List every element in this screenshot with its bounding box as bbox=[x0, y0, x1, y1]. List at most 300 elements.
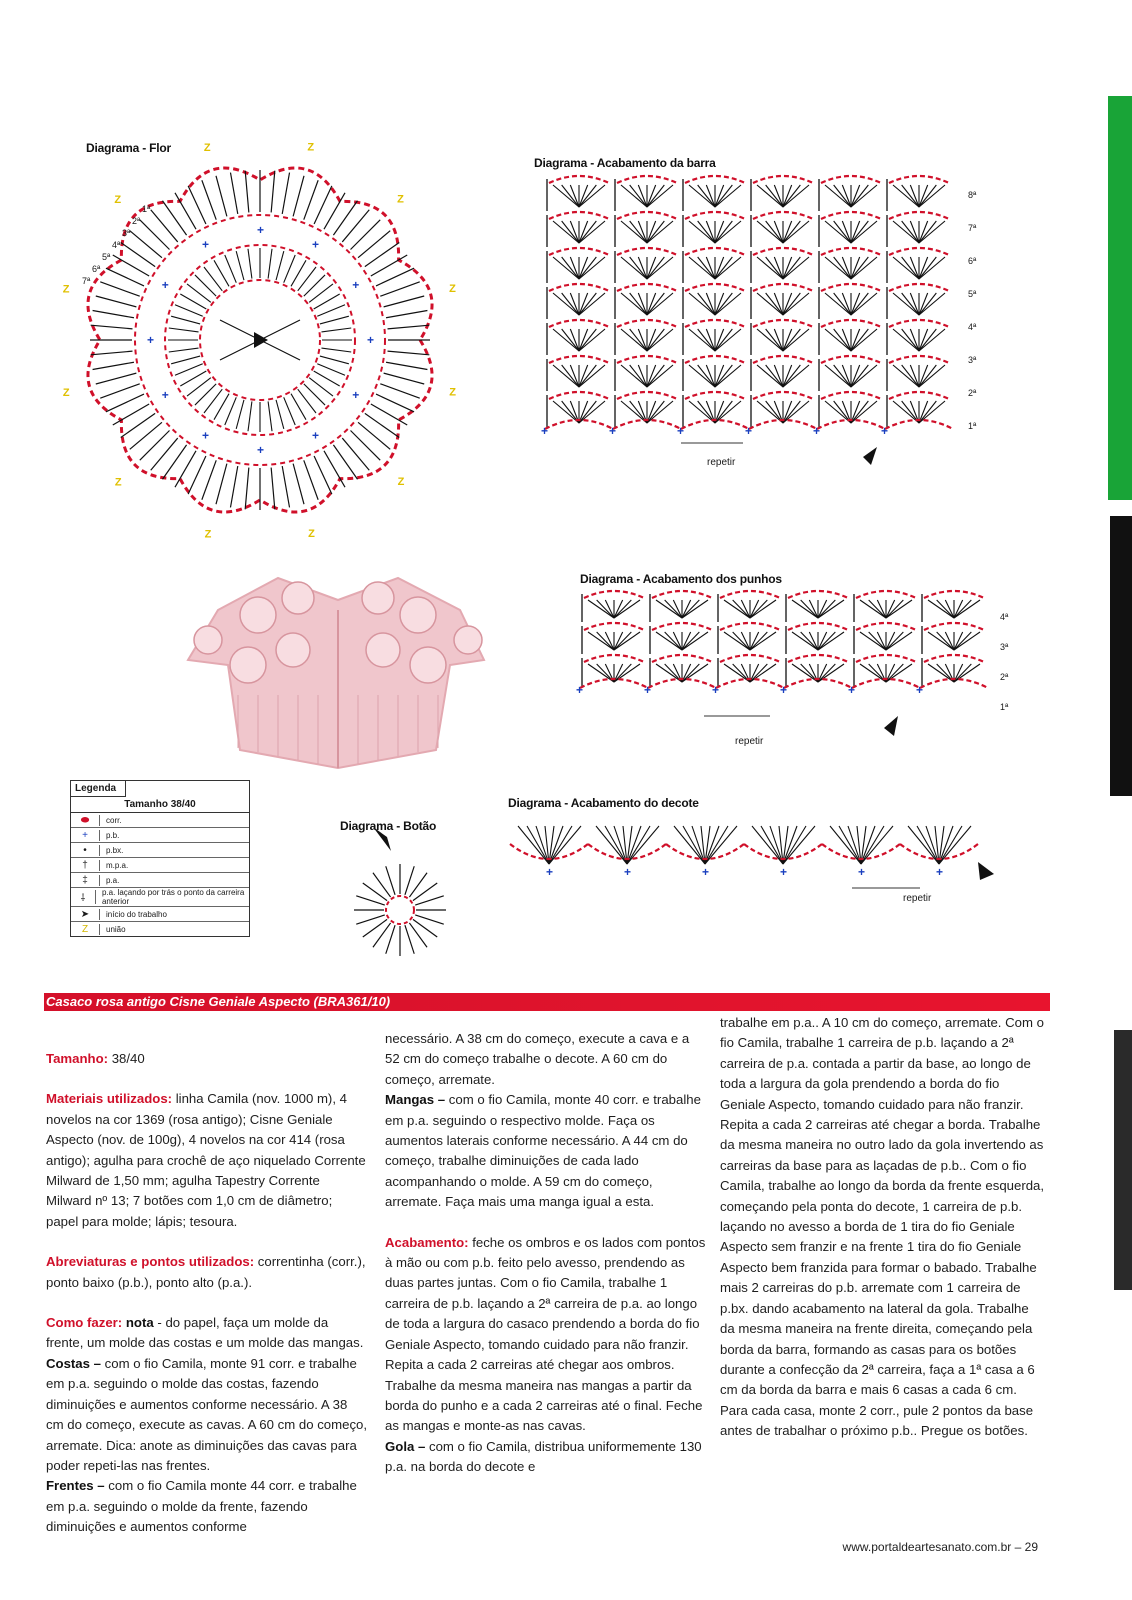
punhos-chain-arc bbox=[720, 655, 780, 662]
button-stitch bbox=[415, 896, 444, 905]
legend-row bbox=[71, 813, 249, 828]
flower-stitch bbox=[358, 422, 390, 449]
barra-fan-stitch bbox=[851, 221, 868, 243]
barra-fan-stitch bbox=[698, 257, 715, 279]
legend-row bbox=[71, 907, 249, 922]
flower-stitch bbox=[188, 186, 206, 224]
barra-fan-stitch bbox=[919, 329, 936, 351]
flower-stitch bbox=[106, 394, 144, 412]
barra-fan-stitch bbox=[919, 257, 936, 279]
section-title-bar bbox=[44, 993, 1050, 1011]
barra-chain-arc bbox=[889, 284, 949, 291]
legend-symbol-icon: ‡ bbox=[71, 875, 100, 886]
flower-inner-stitch bbox=[236, 251, 244, 280]
barra-chain-arc bbox=[753, 212, 813, 219]
barra-fan-stitch bbox=[698, 185, 715, 207]
punhos-fan-stitch bbox=[665, 632, 682, 650]
diagram-flor-title: Diagrama - Flor bbox=[86, 141, 172, 155]
flower-row-label: 4ª bbox=[112, 240, 121, 250]
flower-union-mark: Z bbox=[397, 476, 405, 489]
button-stitch bbox=[373, 873, 391, 897]
flower-stitch bbox=[282, 173, 289, 214]
legend-symbol-icon: + bbox=[71, 830, 100, 841]
flower-inner-stitch bbox=[169, 348, 199, 352]
barra-chain-arc bbox=[821, 176, 881, 183]
flower-stitch bbox=[100, 282, 139, 296]
flower-stitch bbox=[384, 373, 425, 384]
punhos-fan-stitch bbox=[954, 600, 971, 618]
flower-pb-mark: + bbox=[257, 223, 265, 237]
barra-chain-arc bbox=[753, 284, 813, 291]
flower-stitch bbox=[314, 456, 332, 494]
flower-pb-mark: + bbox=[257, 443, 265, 457]
barra-row-label: 4ª bbox=[968, 322, 977, 332]
flower-pb-mark: + bbox=[312, 237, 320, 252]
decote-fan-stitch bbox=[674, 826, 705, 864]
barra-fan-stitch bbox=[834, 365, 851, 387]
barra-chain-arc bbox=[821, 356, 881, 363]
barra-pb-mark: + bbox=[541, 424, 549, 438]
barra-pb-mark: + bbox=[609, 424, 617, 438]
legend-symbol-icon: ⬬ bbox=[71, 815, 100, 826]
punhos-row-label: 4ª bbox=[1000, 612, 1009, 622]
punhos-chain-arc bbox=[856, 655, 916, 662]
legend-rows bbox=[71, 813, 249, 936]
diagram-barra-title: Diagrama - Acabamento da barra bbox=[534, 156, 716, 170]
barra-row-label: 6ª bbox=[968, 256, 977, 266]
barra-chain-arc bbox=[617, 356, 677, 363]
barra-repeat-label: repetir bbox=[707, 457, 736, 468]
barra-fan-stitch bbox=[851, 365, 868, 387]
barra-fan-stitch bbox=[919, 221, 936, 243]
barra-chain-arc bbox=[617, 320, 677, 327]
barra-fan-stitch bbox=[783, 293, 800, 315]
flower-stitch bbox=[130, 231, 162, 258]
punhos-chain-arc bbox=[652, 591, 712, 598]
flower-row-label: 2ª bbox=[132, 216, 141, 226]
barra-chain-arc bbox=[685, 392, 745, 399]
punhos-fan-stitch bbox=[818, 632, 835, 650]
barra-fan-stitch bbox=[698, 329, 715, 351]
flower-stitch bbox=[140, 220, 170, 250]
flower-row-label: 3ª bbox=[122, 228, 131, 238]
button-stitch bbox=[363, 919, 387, 937]
punhos-chain-arc bbox=[856, 623, 916, 630]
legend-label: união bbox=[106, 924, 126, 934]
flower-pb-mark: + bbox=[161, 388, 169, 402]
punhos-chain-arc bbox=[584, 591, 644, 598]
barra-diagram bbox=[541, 175, 965, 485]
diagram-punhos-title: Diagrama - Acabamento dos punhos bbox=[580, 572, 782, 586]
decote-pb-mark: + bbox=[936, 865, 944, 879]
acabamento-heading: Acabamento: bbox=[385, 1234, 469, 1250]
barra-row-label: 7ª bbox=[968, 223, 977, 233]
punhos-fan-stitch bbox=[954, 632, 971, 650]
barra-fan-stitch bbox=[783, 365, 800, 387]
flower-inner-stitch bbox=[320, 316, 349, 324]
flower-stitch bbox=[271, 171, 275, 213]
abreviaturas-text: correntinha (corr.), ponto baixo (p.b.), ponto alto (p.a.). bbox=[46, 1254, 366, 1290]
decote-start-arrow-icon bbox=[978, 862, 994, 880]
flower-stitch bbox=[91, 325, 133, 329]
decote-repeat-label: repetir bbox=[903, 893, 932, 904]
flower-inner-stitch bbox=[317, 305, 345, 316]
barra-chain-arc bbox=[889, 212, 949, 219]
flower-stitch bbox=[96, 373, 137, 384]
barra-fan-stitch bbox=[834, 185, 851, 207]
text-column-3 bbox=[720, 1013, 1046, 1442]
punhos-fan-stitch bbox=[750, 600, 767, 618]
flower-stitch bbox=[342, 210, 369, 242]
punhos-chain-arc bbox=[652, 655, 712, 662]
punhos-fan-stitch bbox=[733, 600, 750, 618]
barra-chain-arc bbox=[617, 284, 677, 291]
barra-fan-stitch bbox=[630, 257, 647, 279]
barra-fan-stitch bbox=[834, 329, 851, 351]
flower-stitch bbox=[384, 296, 425, 307]
flower-inner-stitch bbox=[171, 356, 200, 364]
jacket-photo bbox=[188, 570, 484, 770]
barra-fan-stitch bbox=[647, 329, 664, 351]
legend-symbol-icon: ➤ bbox=[71, 909, 100, 920]
flower-row-label: 5ª bbox=[102, 252, 111, 262]
barra-chain-arc bbox=[549, 284, 609, 291]
punhos-fan-stitch bbox=[597, 600, 614, 618]
text-column-2 bbox=[385, 1029, 707, 1478]
barra-row-label: 5ª bbox=[968, 289, 977, 299]
barra-fan-stitch bbox=[630, 365, 647, 387]
barra-chain-arc bbox=[685, 284, 745, 291]
punhos-fan-stitch bbox=[750, 632, 767, 650]
page-edge-dark-tab bbox=[1110, 516, 1132, 796]
button-stitch bbox=[356, 915, 385, 924]
costas-text: com o fio Camila, monte 91 corr. e trabalhe em p.a. seguindo o molde das costas, fazendo diminuições e aumentos conforme necessário. A 38 cm do começo, execute as cavas. A 60 cm do começo, arremate. Dica: anote as diminuições das cavas para poder repeti-las nas frentes. bbox=[46, 1355, 368, 1473]
costas-heading: Costas – bbox=[46, 1355, 101, 1371]
col3-text: trabalhe em p.a.. A 10 cm do começo, arremate. Com o fio Camila, trabalhe 1 carreira de p.b. laçando a 2ª carreira de p.a. contada a partir da base, ao longo de toda a largura da gola prendendo a borda do fio Geniale Aspecto, tomando cuidado para não franzir. Repita a cada 2 carreiras até chegar a borda. Trabalhe da mesma maneira no outro lado da gola invertendo as carreiras da base para as laçadas de p.b.. Com o fio Camila, trabalhe ao longo da borda da frente esquerda, começando pela ponta do decote, 1 carreira de p.b. laçando no avesso a borda de 1 tira do fio Geniale Aspecto sem franzir e na frente 1 tira do fio Geniale Aspecto bem franzida para formar o babado. Trabalhe mais 2 carreiras do p.b. arremate com 1 carreira de p.bx. dando acabamento na lateral da gola. Trabalhe da mesma maneira na frente direita, começando pela borda da barra, formando as casas para os botões durante a confecção da 2ª carreira, faça a 1ª casa a 6 cm da borda da barra e mais 6 casas a cada 6 cm. Para cada casa, monte 2 corr., pule 2 pontos da base antes de trabalhar o próximo p.b.. Pregue os botões. bbox=[720, 1015, 1045, 1439]
flower-union-mark: Z bbox=[308, 528, 315, 541]
barra-fan-stitch bbox=[766, 293, 783, 315]
barra-row-label: 1ª bbox=[968, 421, 977, 431]
barra-fan-stitch bbox=[902, 293, 919, 315]
barra-chain-arc bbox=[821, 320, 881, 327]
flower-union-mark: Z bbox=[449, 282, 456, 295]
barra-chain-arc bbox=[821, 212, 881, 219]
barra-fan-stitch bbox=[647, 293, 664, 315]
flower-pb-mark: + bbox=[202, 237, 210, 252]
barra-fan-stitch bbox=[698, 365, 715, 387]
legend-label: p.bx. bbox=[106, 845, 124, 855]
flower-union-mark: Z bbox=[204, 528, 212, 541]
barra-pb-mark: + bbox=[881, 424, 889, 438]
legend-label: p.b. bbox=[106, 830, 120, 840]
barra-fan-stitch bbox=[715, 257, 732, 279]
flower-stitch bbox=[202, 180, 216, 219]
flower-inner-stitch bbox=[225, 255, 236, 283]
gola-text: com o fio Camila, distribua uniformemente 130 p.a. na borda do decote e bbox=[385, 1438, 702, 1475]
decote-pb-mark: + bbox=[858, 865, 866, 879]
legend-label: corr. bbox=[106, 815, 122, 825]
barra-fan-stitch bbox=[766, 365, 783, 387]
button-stitch bbox=[409, 923, 427, 947]
button-stitch bbox=[409, 873, 427, 897]
flower-inner-stitch bbox=[225, 397, 236, 425]
flower-union-mark: Z bbox=[114, 476, 122, 489]
flower-union-mark: Z bbox=[62, 387, 70, 400]
barra-pb-mark: + bbox=[677, 424, 685, 438]
barra-fan-stitch bbox=[562, 365, 579, 387]
flower-inner-stitch bbox=[169, 328, 199, 332]
button-stitch bbox=[405, 866, 414, 895]
button-diagram bbox=[345, 855, 455, 965]
barra-fan-stitch bbox=[579, 293, 596, 315]
barra-chain-arc bbox=[753, 320, 813, 327]
legend-symbol-icon: ⸸ bbox=[71, 890, 96, 904]
punhos-fan-stitch bbox=[665, 600, 682, 618]
legend-label: início do trabalho bbox=[106, 909, 167, 919]
flower-stitch bbox=[230, 173, 237, 214]
flower-stitch bbox=[376, 268, 414, 286]
materiais-heading: Materiais utilizados: bbox=[46, 1091, 173, 1107]
barra-fan-stitch bbox=[630, 329, 647, 351]
button-stitch bbox=[413, 919, 437, 937]
flower-stitch bbox=[271, 468, 275, 510]
barra-row-label: 2ª bbox=[968, 388, 977, 398]
barra-fan-stitch bbox=[715, 221, 732, 243]
barra-row-label: 3ª bbox=[968, 355, 977, 365]
barra-fan-stitch bbox=[766, 329, 783, 351]
barra-chain-arc bbox=[889, 248, 949, 255]
flower-inner-stitch bbox=[175, 364, 203, 375]
legend-label: p.a. laçando por trás o ponto da carreira anterior bbox=[101, 888, 245, 906]
legend-label: p.a. bbox=[106, 875, 120, 885]
legend-symbol-icon: Z bbox=[71, 924, 100, 935]
flower-stitch bbox=[130, 422, 162, 449]
flower-stitch bbox=[245, 171, 249, 213]
legend-symbol-icon: † bbox=[71, 860, 100, 871]
frentes-text: com o fio Camila monte 44 corr. e trabalhe em p.a. seguindo o molde da frente, fazendo diminuições e aumentos conforme bbox=[46, 1478, 357, 1535]
flower-stitch bbox=[376, 394, 414, 412]
barra-fan-stitch bbox=[630, 185, 647, 207]
barra-chain-arc bbox=[549, 320, 609, 327]
flower-stitch bbox=[358, 231, 390, 258]
legend-row bbox=[71, 828, 249, 843]
barra-chain-arc bbox=[753, 392, 813, 399]
button-stitch bbox=[363, 883, 387, 901]
button-stitch bbox=[386, 925, 395, 954]
punhos-chain-arc bbox=[584, 623, 644, 630]
punhos-fan-stitch bbox=[869, 632, 886, 650]
barra-chain-arc bbox=[889, 176, 949, 183]
flower-diagram bbox=[50, 130, 470, 550]
punhos-fan-stitch bbox=[937, 632, 954, 650]
button-center-ring bbox=[386, 896, 414, 924]
decote-diagram bbox=[500, 818, 1000, 898]
flower-union-mark: Z bbox=[307, 141, 315, 154]
nota-text: - do papel, faça um molde da frente, um molde das costas e um molde das mangas. bbox=[46, 1315, 364, 1351]
punhos-repeat-label: repetir bbox=[735, 736, 764, 747]
barra-fan-stitch bbox=[562, 329, 579, 351]
barra-fan-stitch bbox=[919, 365, 936, 387]
barra-fan-stitch bbox=[579, 185, 596, 207]
flower-inner-stitch bbox=[276, 400, 284, 429]
punhos-pb-mark: + bbox=[780, 683, 788, 697]
barra-fan-stitch bbox=[851, 185, 868, 207]
barra-fan-stitch bbox=[902, 329, 919, 351]
barra-fan-stitch bbox=[902, 257, 919, 279]
flower-pb-mark: + bbox=[367, 333, 375, 347]
decote-chain-arc bbox=[900, 844, 978, 859]
button-stitch bbox=[415, 915, 444, 924]
flower-stitch bbox=[293, 176, 304, 217]
punhos-chain-arc bbox=[788, 655, 848, 662]
flower-row-label: 1ª bbox=[142, 204, 151, 214]
barra-fan-stitch bbox=[834, 257, 851, 279]
footer-url-page: www.portaldeartesanato.com.br – 29 bbox=[842, 1540, 1038, 1554]
barra-fan-stitch bbox=[647, 257, 664, 279]
punhos-fan-stitch bbox=[818, 600, 835, 618]
button-stitch bbox=[405, 925, 414, 954]
punhos-fan-stitch bbox=[801, 600, 818, 618]
legend-label: m.p.a. bbox=[106, 860, 129, 870]
barra-fan-stitch bbox=[562, 185, 579, 207]
barra-fan-stitch bbox=[851, 257, 868, 279]
punhos-fan-stitch bbox=[614, 600, 631, 618]
flower-stitch bbox=[140, 431, 170, 461]
legend-row bbox=[71, 888, 249, 907]
flower-stitch bbox=[245, 468, 249, 510]
flower-stitch bbox=[351, 220, 381, 250]
diagram-botao-title: Diagrama - Botão bbox=[340, 819, 437, 833]
barra-fan-stitch bbox=[919, 185, 936, 207]
barra-chain-arc bbox=[821, 392, 881, 399]
punhos-pb-mark: + bbox=[644, 683, 652, 697]
barra-fan-stitch bbox=[715, 329, 732, 351]
flower-union-mark: Z bbox=[203, 141, 211, 154]
barra-chain-arc bbox=[617, 248, 677, 255]
barra-chain-arc bbox=[617, 176, 677, 183]
flower-inner-stitch bbox=[284, 397, 295, 425]
barra-row-label: 8ª bbox=[968, 190, 977, 200]
flower-union-mark: Z bbox=[449, 386, 457, 399]
barra-fan-stitch bbox=[715, 293, 732, 315]
barra-fan-stitch bbox=[766, 257, 783, 279]
barra-chain-arc bbox=[617, 392, 677, 399]
flower-stitch bbox=[230, 466, 237, 507]
flower-inner-stitch bbox=[321, 328, 351, 332]
legend-row bbox=[71, 873, 249, 888]
tamanho-value: 38/40 bbox=[108, 1051, 145, 1066]
barra-fan-stitch bbox=[902, 185, 919, 207]
flower-stitch bbox=[351, 431, 381, 461]
barra-fan-stitch bbox=[851, 293, 868, 315]
punhos-chain-arc bbox=[856, 591, 916, 598]
punhos-pb-mark: + bbox=[712, 683, 720, 697]
flower-pb-mark: + bbox=[202, 428, 210, 443]
barra-pb-mark: + bbox=[745, 424, 753, 438]
flower-stitch bbox=[96, 296, 137, 307]
section-title: Casaco rosa antigo Cisne Geniale Aspecto (BRA361/10) bbox=[46, 994, 391, 1009]
flower-stitch bbox=[386, 310, 427, 317]
barra-chain-arc bbox=[753, 248, 813, 255]
punhos-chain-arc bbox=[924, 591, 984, 598]
nota-heading: nota bbox=[122, 1315, 154, 1331]
flower-pb-mark: + bbox=[147, 333, 155, 347]
legend-title: Legenda bbox=[71, 781, 126, 797]
flower-inner-stitch bbox=[236, 400, 244, 429]
barra-chain-arc bbox=[685, 212, 745, 219]
tamanho-heading: Tamanho: bbox=[46, 1051, 109, 1066]
button-stitch bbox=[386, 866, 395, 895]
flower-inner-stitch bbox=[171, 316, 200, 324]
flower-row-label: 6ª bbox=[92, 264, 101, 274]
punhos-row-label: 3ª bbox=[1000, 642, 1009, 652]
barra-chain-arc bbox=[753, 356, 813, 363]
flower-stitch bbox=[91, 351, 133, 355]
como-fazer-heading: Como fazer: bbox=[46, 1315, 123, 1331]
barra-fan-stitch bbox=[715, 365, 732, 387]
decote-fan-stitch bbox=[596, 826, 627, 864]
flower-stitch bbox=[151, 210, 178, 242]
decote-chain-arc bbox=[666, 844, 744, 859]
flower-stitch bbox=[282, 466, 289, 507]
barra-chain-arc bbox=[889, 320, 949, 327]
barra-fan-stitch bbox=[783, 185, 800, 207]
flower-stitch bbox=[93, 310, 134, 317]
punhos-chain-arc bbox=[720, 623, 780, 630]
decote-pb-mark: + bbox=[624, 865, 632, 879]
flower-stitch bbox=[93, 362, 134, 369]
punhos-fan-stitch bbox=[886, 632, 903, 650]
decote-fan-stitch bbox=[752, 826, 783, 864]
punhos-fan-stitch bbox=[886, 600, 903, 618]
punhos-row-label: 2ª bbox=[1000, 672, 1009, 682]
punhos-diagram bbox=[576, 590, 1000, 730]
decote-fan-stitch bbox=[908, 826, 939, 864]
col2-continuation: necessário. A 38 cm do começo, execute a cava e a 52 cm do começo trabalhe o decote. A 60 cm do começo, arremate. bbox=[385, 1031, 690, 1087]
flower-inner-stitch bbox=[248, 249, 252, 279]
punhos-pb-mark: + bbox=[916, 683, 924, 697]
flower-stitch bbox=[388, 325, 430, 329]
flower-stitch bbox=[380, 384, 419, 398]
flower-pb-mark: + bbox=[352, 278, 360, 292]
flower-start-arrow-icon bbox=[254, 332, 268, 348]
button-stitch bbox=[373, 923, 391, 947]
barra-chain-arc bbox=[753, 176, 813, 183]
text-column-1 bbox=[46, 1049, 368, 1538]
punhos-fan-stitch bbox=[597, 632, 614, 650]
punhos-chain-arc bbox=[584, 655, 644, 662]
punhos-fan-stitch bbox=[801, 632, 818, 650]
barra-fan-stitch bbox=[783, 257, 800, 279]
barra-chain-arc bbox=[549, 176, 609, 183]
punhos-start-arrow-icon bbox=[884, 716, 898, 736]
decote-pb-mark: + bbox=[780, 865, 788, 879]
legend-row bbox=[71, 922, 249, 936]
decote-chain-arc bbox=[822, 844, 900, 859]
flower-inner-stitch bbox=[276, 251, 284, 280]
flower-inner-stitch bbox=[268, 249, 272, 279]
page-edge-dark-tab-lower bbox=[1114, 1030, 1132, 1290]
barra-fan-stitch bbox=[562, 293, 579, 315]
decote-pb-mark: + bbox=[702, 865, 710, 879]
flower-inner-stitch bbox=[175, 305, 203, 316]
flower-inner-stitch bbox=[284, 255, 295, 283]
punhos-fan-stitch bbox=[614, 632, 631, 650]
materiais-text: linha Camila (nov. 1000 m), 4 novelos na cor 1369 (rosa antigo); Cisne Geniale Aspecto (nov. de 100g), 4 novelos na cor 414 (rosa antigo); agulha para crochê de aço niquelado Corrente Milward de 1,50 mm; agulha Tapestry Corrente Milward nº 13; 7 botões com 1,0 cm de diâmetro; papel para molde; lápis; tesoura. bbox=[46, 1091, 366, 1229]
frentes-heading: Frentes – bbox=[46, 1478, 105, 1494]
flower-stitch bbox=[188, 456, 206, 494]
legend-row bbox=[71, 858, 249, 873]
